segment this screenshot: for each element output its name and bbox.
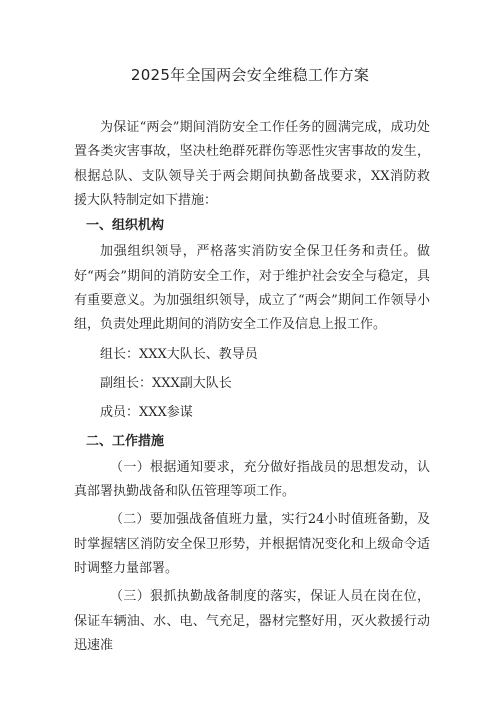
section-heading-measures: 二、工作措施: [86, 433, 165, 449]
intro-paragraph: 为保证“两会”期间消防安全工作任务的圆满完成，成功处置各类灾害事故，坚决杜绝群死群伤等恶性灾害事故的发生，根据总队、支队领导关于两会期间执勤备战要求，XX消防救援大队特制定如下措施：: [74, 120, 430, 208]
roster-leader: 组长：XXX大队长、教导员: [100, 346, 258, 362]
document-title: 2025年全国两会安全维稳工作方案: [130, 66, 370, 84]
section-heading-organization: 一、组织机构: [86, 218, 165, 234]
measure-item-2: （二）要加强战备值班力量，实行24小时值班备勤，及时掌握辖区消防安全保卫形势，并根据情况变化和上级命令适时调整力量部署。: [74, 512, 430, 577]
roster-member: 成员：XXX参谋: [100, 405, 193, 421]
document-body: [74, 116, 430, 658]
organization-paragraph: 加强组织领导，严格落实消防安全保卫任务和责任。做好“两会”期间的消防安全工作，对于维护社会安全与稳定，具有重要意义。为加强组织领导，成立了“两会”期间工作领导小组，负责处理此期间的消防安全工作及信息上报工作。: [74, 244, 430, 333]
roster-deputy: 副组长：XXX副大队长: [100, 375, 232, 391]
measure-item-3: （三）狠抓执勤战备制度的落实，保证人员在岗在位，保证车辆油、水、电、气充足，器材完整好用，灭火救援行动迅速准: [74, 589, 430, 653]
measure-item-1: （一）根据通知要求，充分做好指战员的思想发动，认真部署执勤战备和队伍管理等项工作。: [74, 459, 430, 500]
